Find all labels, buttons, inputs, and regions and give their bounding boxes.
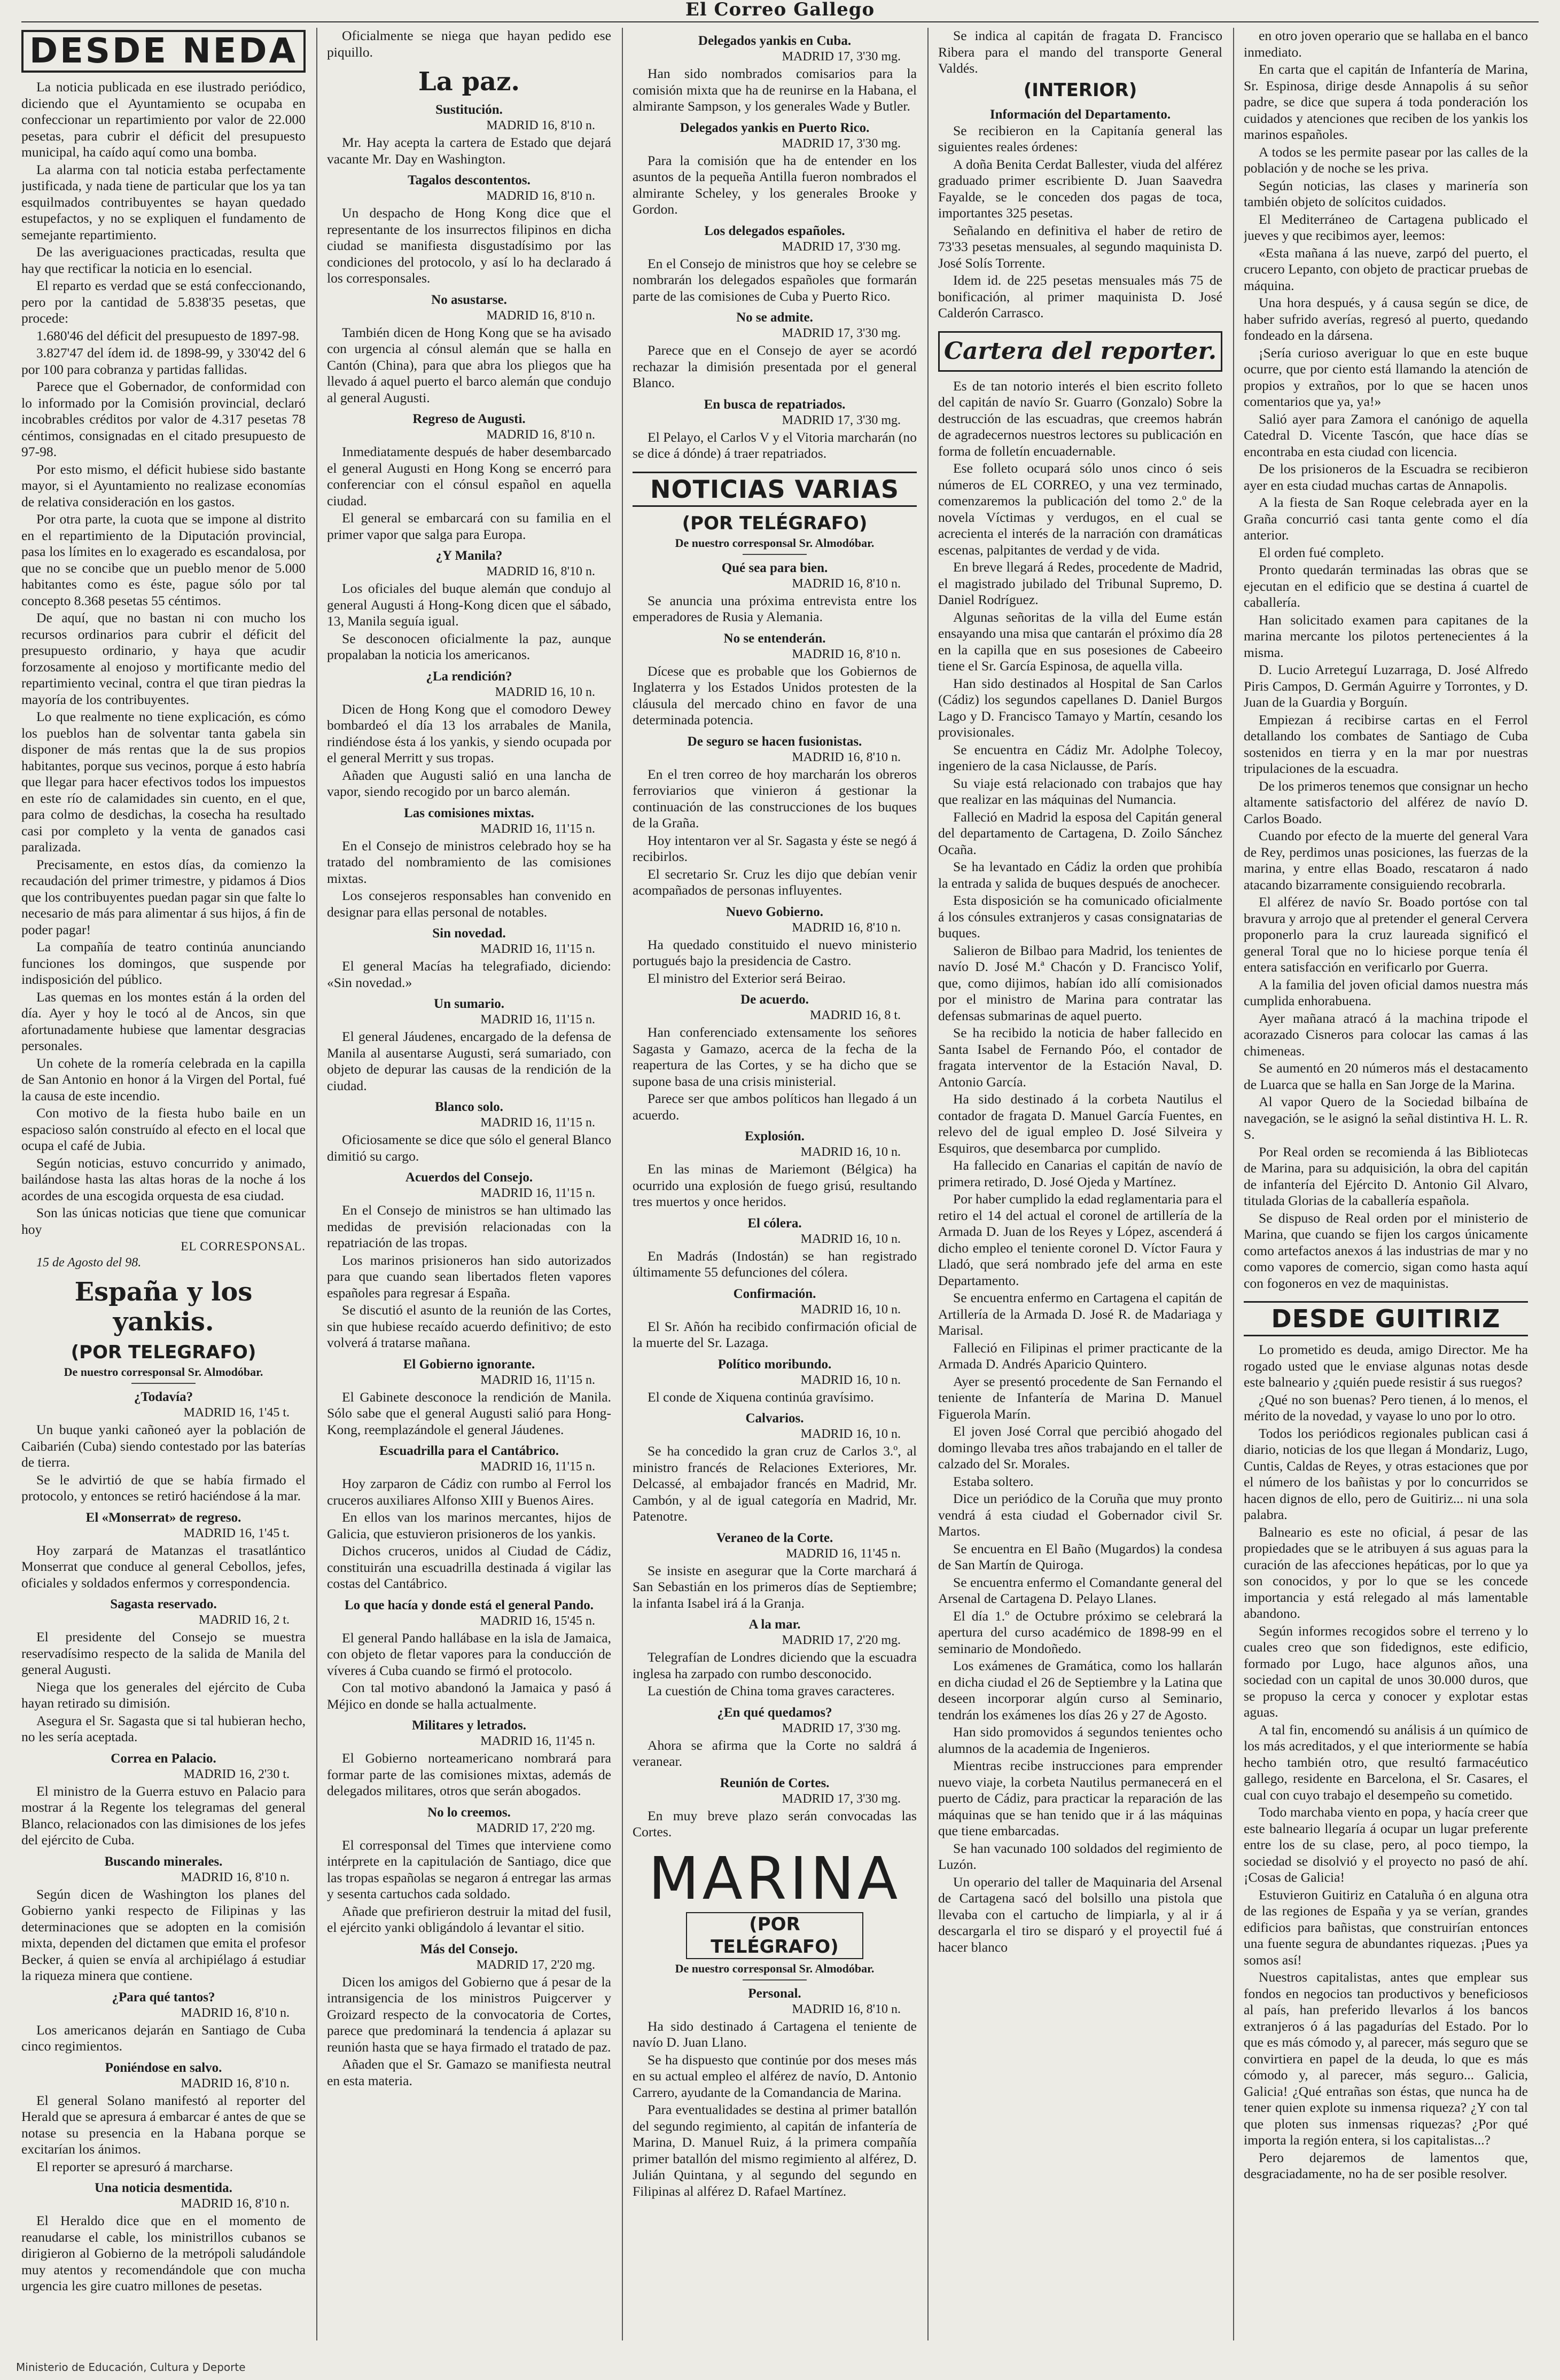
dateline: MADRID 16, 2 t.	[198, 1613, 290, 1627]
paragraph: Se recibieron en la Capitanía general las siguientes reales órdenes:	[938, 122, 1222, 154]
dateline: MADRID 16, 10 n.	[800, 1302, 901, 1317]
paragraph: Por haber cumplido la edad reglamentaria para el retiro el 14 del actual el coronel de artillería de la Armada D. Juan de los Reyes y López, ascenderá á dicho empleo el teniente coronel D. Víctor Faura y Lladó, que será nombrado jefe del arma en este Departamento.	[938, 1191, 1222, 1288]
paragraph: Según dicen de Washington los planes del Gobierno yanki respecto de Filipinas y las determinaciones que se adopten en la comisión mixta, dependen del dictamen que emita el profesor Becker, á quien se envía al archipiélago á estudiar la riqueza minera que contiene.	[21, 1886, 306, 1983]
item-title: Información del Departamento.	[989, 107, 1171, 122]
paragraph: Balneario es este no oficial, á pesar de las propiedades que se le atribuyen á sus aguas para la curación de las afecciones hepáticas, por lo que ya son conocidos, y por lo que se les concede importancia y está relegado al más lamentable abandono.	[1244, 1524, 1528, 1621]
paragraph: Mientras recibe instrucciones para emprender nuevo viaje, la corbeta Nautilus permanecerá en el puerto de Cádiz, para practicar la reparación de las máquinas que se han tenido que ir á las máquinas que tiene embarcadas.	[938, 1758, 1222, 1838]
section-headline: España y los yankis.	[74, 1277, 253, 1337]
dateline: MADRID 16, 11'15 n.	[480, 1373, 595, 1387]
paragraph: Cuando por efecto de la muerte del general Vara de Rey, perdimos unas posiciones, las fuerzas de la marina, y entre ellas Boado, rescataron á nado atacando bizarramente consiguiendo recobrarla.	[1244, 828, 1528, 893]
section-headline: La paz.	[418, 67, 520, 97]
paragraph: Se encuentra enfermo en Cartagena el capitán de Artillería de la Armada D. José R. de Madariaga y Marisal.	[938, 1290, 1222, 1338]
paragraph: Se le advirtió de que se había firmado el protocolo, y entonces se retiró haciéndose á la mar.	[21, 1471, 306, 1504]
item-title: Delegados yankis en Puerto Rico.	[680, 120, 870, 135]
paragraph: El Gabinete desconoce la rendición de Manila. Sólo sabe que el general Augusti salió para Hong-Kong, reemplazándole el general Jáudenes.	[327, 1389, 611, 1437]
paragraph: Hoy intentaron ver al Sr. Sagasta y éste se negó á recibirlos.	[633, 832, 917, 864]
paragraph: Inmediatamente después de haber desembarcado el general Augusti en Hong Kong se encerró para conferenciar con el cónsul español en aquella ciudad.	[327, 444, 611, 508]
paragraph: Son las únicas noticias que tiene que comunicar hoy	[21, 1205, 306, 1237]
paragraph: El general Solano manifestó al reporter del Herald que se apresura á embarcar é antes de que se notase su presencia en la Habana porque se excitarían los ánimos.	[21, 2092, 306, 2157]
item-title: Personal.	[748, 1986, 801, 2001]
item-title: ¿Para qué tantos?	[112, 1990, 215, 2005]
paragraph: D. Lucio Arreteguí Luzarraga, D. José Alfredo Piris Campos, D. Germán Aguirre y Torrontes, y D. Juan de la Guardia y Borguín.	[1244, 662, 1528, 710]
paragraph: Hoy zarparon de Cádiz con rumbo al Ferrol los cruceros auxiliares Alfonso XIII y Buenos Aires.	[327, 1476, 611, 1508]
paragraph: A doña Benita Cerdat Ballester, viuda del alférez graduado primer escribiente D. Juan Saavedra Fayalde, se le conceden dos pagas de toca, importantes 325 pesetas.	[938, 156, 1222, 221]
item-title: ¿Y Manila?	[435, 549, 503, 563]
paragraph: Ayer mañana atracó á la machina tripode el acorazado Cisneros para colocar las camas á las chimeneas.	[1244, 1010, 1528, 1059]
paragraph: Se aumentó en 20 números más el destacamento de Luarca que se halla en San Jorge de la Marina.	[1244, 1060, 1528, 1092]
paragraph: De aquí, que no bastan ni con mucho los recursos ordinarios para cubrir el déficit del presupuesto ordinario, y haya que acudir forzosamente al enojoso y mortificante medio del repartimiento vecinal, contra el que tiran piedras la mayoría de los contribuyentes.	[21, 610, 306, 707]
paragraph: Falleció en Filipinas el primer practicante de la Armada D. Andrés Aparicio Quintero.	[938, 1340, 1222, 1372]
paragraph: Un despacho de Hong Kong dice que el representante de los insurrectos filipinos en dicha ciudad se manifiesta disgustadísimo por las condiciones del protocolo, y así lo ha declarado á los corresponsales.	[327, 205, 611, 286]
item-title: Una noticia desmentida.	[95, 2181, 232, 2195]
dateline: MADRID 16, 11'15 n.	[480, 1013, 595, 1027]
item-title: No se entenderán.	[723, 631, 826, 646]
dateline: MADRID 16, 10 n.	[800, 1373, 901, 1387]
item-title: Tagalos descontentos.	[408, 173, 531, 187]
paragraph: Los marinos prisioneros han sido autorizados para que cuando sean libertados fleten vapores españoles para regresar á España.	[327, 1252, 611, 1301]
dateline: MADRID 17, 3'30 mg.	[782, 136, 901, 151]
paragraph: En el Consejo de ministros que hoy se celebre se nombrarán los delegados españoles que formarán parte de las comisiones de Cuba y Puerto Rico.	[633, 255, 917, 304]
paragraph: En muy breve plazo serán convocadas las Cortes.	[633, 1807, 917, 1839]
dateline: MADRID 17, 2'20 mg.	[476, 1821, 595, 1835]
paragraph: Niega que los generales del ejército de Cuba hayan retirado su dimisión.	[21, 1679, 306, 1711]
item-title: El Gobierno ignorante.	[403, 1357, 535, 1372]
paragraph: Se ha recibido la noticia de haber fallecido en Santa Isabel de Fernando Póo, el contador de fragata interventor de la Estación Naval, D. Antonio García.	[938, 1025, 1222, 1090]
paragraph: Estuvieron Guitiriz en Cataluña ó en alguna otra de las regiones de España y ya se verían, grandes edificios para bañistas, que construirían entonces una fuente segura de abundantes riquezas. ¡Pues ya somos así!	[1244, 1886, 1528, 1968]
paragraph: Ha fallecido en Canarias el capitán de navío de primera retirado, D. José Ojeda y Martínez.	[938, 1157, 1222, 1189]
paragraph: Dícese que es probable que los Gobiernos de Inglaterra y los Estados Unidos protesten de la cláusula del mercado chino en favor de una determinada potencia.	[633, 663, 917, 727]
paragraph: Nuestros capitalistas, antes que emplear sus fondos en negocios tan productivos y beneficiosos al país, han preferido llevarlos á los bancos extranjeros ó á las pagadurías del Estado. Por lo que es más cómodo y, al parecer, más seguro que se convirtiera en papel de la deuda, lo que es más cómodo y, al parecer, más seguro... Galicia, Galicia! ¿Qué entrañas son éstas, que nunca ha de tener quien explote su inmensa riqueza? ¿Y con tal que ploten sus inmensas riquezas? ¿Por qué importa la región entera, si los capitalistas...?	[1244, 1969, 1528, 2148]
paragraph: El corresponsal del Times que interviene como intérprete en la capitulación de Santiago, dice que las tropas españolas se negaron á entregar las armas y sesenta cartuchos cada soldado.	[327, 1837, 611, 1901]
paragraph: El Mediterráneo de Cartagena publicado el jueves y que recibimos ayer, leemos:	[1244, 211, 1528, 243]
paragraph: El Sr. Añón ha recibido confirmación oficial de la muerte del Sr. Lazaga.	[633, 1318, 917, 1350]
dateline: MADRID 17, 3'30 mg.	[782, 239, 901, 254]
item-title: Lo que hacía y donde está el general Pando.	[345, 1598, 594, 1612]
dateline: MADRID 16, 8'10 n.	[181, 2006, 290, 2020]
paragraph: El Heraldo dice que en el momento de reanudarse el cable, los ministrillos cubanos se dirigieron al Gobierno de la metrópoli saludándole muy atentos y recomendándole que con mucha urgencia les gire cuatro millones de pesetas.	[21, 2213, 306, 2293]
dateline: MADRID 16, 8'10 n.	[486, 189, 595, 203]
paragraph: Añaden que el Sr. Gamazo se manifiesta neutral en esta materia.	[327, 2056, 611, 2088]
dateline: MADRID 16, 8'10 n.	[792, 750, 901, 764]
paragraph: El orden fué completo.	[1259, 544, 1384, 560]
dateline: MADRID 16, 8'10 n.	[181, 2197, 290, 2211]
paragraph: Se encuentra en Cádiz Mr. Adolphe Tolecoy, ingeniero de la casa Niclausse, de París.	[938, 741, 1222, 773]
paragraph: Algunas señoritas de la villa del Eume están ensayando una misa que cantarán el próximo día 28 en la capilla que en sus posesiones de Cabeeiro tiene el Sr. García Espinosa, de aquella villa.	[938, 609, 1222, 674]
item-title: Escuadrilla para el Cantábrico.	[379, 1444, 559, 1458]
paragraph: Idem id. de 225 pesetas mensuales más 75 de bonificación, al primer maquinista D. José Calderón Carrasco.	[938, 272, 1222, 320]
column-3	[633, 28, 917, 2340]
dateline: MADRID 16, 8'10 n.	[486, 428, 595, 442]
item-title: Las comisiones mixtas.	[404, 805, 534, 820]
paragraph: A todos se les permite pasear por las calles de la población y de noche se les priva.	[1244, 144, 1528, 176]
paragraph: Ese folleto ocupará sólo unos cinco ó seis números de EL CORREO, y una vez terminado, comenzaremos la publicación del tomo 2.º de la novela Víctimas y verdugos, en el cual se acrecienta el interés de la narración con dramáticas escenas, palpitantes de verdad y de vida.	[938, 460, 1222, 558]
paragraph: Según noticias, estuvo concurrido y animado, bailándose hasta las altas horas de la noche á los acordes de una escogida orquesta de esa ciudad.	[21, 1155, 306, 1203]
paragraph: Parece que en el Consejo de ayer se acordó rechazar la dimisión presentada por el general Blanco.	[633, 342, 917, 390]
paragraph: Han sido promovidos á segundos tenientes ocho alumnos de la academia de Ingenieros.	[938, 1724, 1222, 1756]
paragraph: El general se embarcará con su familia en el primer vapor que salga para Europa.	[327, 510, 611, 542]
dateline: MADRID 16, 8'10 n.	[181, 2076, 290, 2091]
paragraph: Se indica al capitán de fragata D. Francisco Ribera para el mando del transporte General Valdés.	[938, 28, 1222, 76]
paragraph: Los consejeros responsables han convenido en designar para ellas personal de notables.	[327, 888, 611, 920]
dateline: MADRID 17, 2'20 mg.	[476, 1958, 595, 1972]
paragraph: ¿Qué no son buenas? Pero tienen, á lo menos, el mérito de la novedad, y vayase lo uno por lo otro.	[1244, 1391, 1528, 1423]
paragraph: La noticia publicada en ese ilustrado periódico, diciendo que el Ayuntamiento se ocupaba en confeccionar un repartimiento por valor de 22.000 pesetas, para cubrir el déficit del presupuesto municipal, ha caído aquí como una bomba.	[21, 79, 306, 160]
item-title: Veraneo de la Corte.	[716, 1530, 833, 1545]
paragraph: Ha sido destinado á Cartagena el teniente de navío D. Juan Llano.	[633, 2018, 917, 2050]
item-title: Nuevo Gobierno.	[726, 904, 823, 919]
paragraph: El general Macías ha telegrafiado, diciendo: «Sin novedad.»	[327, 958, 611, 990]
paragraph: Todo marchaba viento en popa, y hacía creer que este balneario llegaría á ocupar un lugar preferente entre los de su clase, pero, al poco tiempo, la sociedad se disolvió y el proyecto no pasó de ahí. ¡Cosas de Galicia!	[1244, 1804, 1528, 1885]
item-title: Buscando minerales.	[104, 1854, 223, 1869]
paragraph: Añaden que Augusti salió en una lancha de vapor, siendo recogido por un barco alemán.	[327, 767, 611, 799]
paragraph: En las minas de Mariemont (Bélgica) ha ocurrido una explosión de fuego grisú, resultando tres muertos y once heridos.	[633, 1161, 917, 1209]
item-title: ¿Todavía?	[134, 1390, 193, 1404]
paragraph: Lo que realmente no tiene explicación, es cómo los pueblos han de solventar tanta gabela sin disponer de más rentas que la de sus propios habitantes, porque sus vecinos, porque á esto habría que llegar para hacer efectivos todos los impuestos en este río de calamidades sin cuento, en el que, para colmo de desdichas, la cosecha ha resultado casi por completo y la venta de ganados casi paralizada.	[21, 709, 306, 855]
paragraph: De los prisioneros de la Escuadra se recibieron ayer en esta ciudad muchas cartas de Annapolis.	[1244, 461, 1528, 493]
paragraph: El joven José Corral que percibió ahogado del domingo llevaba tres años trabajando en el taller de calzado del Sr. Morales.	[938, 1423, 1222, 1471]
paragraph: A tal fin, encomendó su análisis á un químico de los más acreditados, y el que interiormente se había hecho también otro, que resultó farmacéutico gallego, residente en Barcelona, el Sr. Casares, el cual con cuyo trabajo el desempeño su cometido.	[1244, 1721, 1528, 1803]
paragraph: Empiezan á recibirse cartas en el Ferrol detallando los combates de Santiago de Cuba sostenidos en tierra y en la mar por nuestras tripulaciones de la escuadra.	[1244, 711, 1528, 776]
dateline: MADRID 16, 8 t.	[809, 1008, 901, 1022]
paragraph: De los primeros tenemos que consignar un hecho altamente satisfactorio del alférez de navío D. Carlos Boado.	[1244, 778, 1528, 826]
dateline: MADRID 16, 8'10 n.	[181, 1870, 290, 1884]
dateline: MADRID 17, 3'30 mg.	[782, 50, 901, 64]
section-headline: DESDE GUITIRIZ	[1244, 1301, 1528, 1336]
section-headline: DESDE NEDA	[21, 30, 306, 73]
paragraph: Dichos cruceros, unidos al Ciudad de Cádiz, constituirán una escuadrilla destinada á vigilar las costas del Cantábrico.	[327, 1543, 611, 1591]
paragraph: Todos los periódicos regionales publican casi á diario, noticias de los que llegan á Mondariz, Lugo, Cuntis, Caldas de Reyes, y otras estaciones que por el número de los bañistas y por lo concurridos se hacen dignos de ello, pero de Guitiriz... ni una sola palabra.	[1244, 1425, 1528, 1522]
paragraph: Se ha dispuesto que continúe por dos meses más en su actual empleo el alférez de navío, D. Antonio Carrero, ayudante de la Comandancia de Marina.	[633, 2052, 917, 2100]
paragraph: Se encuentra en El Baño (Mugardos) la condesa de San Martín de Quiroga.	[938, 1540, 1222, 1572]
paragraph: En el Consejo de ministros celebrado hoy se ha tratado del nombramiento de las comisiones mixtas.	[327, 837, 611, 886]
paragraph: 1.680'46 del déficit del presupuesto de 1897-98.	[36, 327, 300, 343]
column-5	[1244, 28, 1528, 2340]
item-title: Confirmación.	[733, 1286, 816, 1301]
byline: De nuestro corresponsal Sr. Almodóbar.	[633, 536, 917, 555]
paragraph: Por esto mismo, el déficit hubiese sido bastante mayor, si el Ayuntamiento no realizase economías de relativa consideración en los gastos.	[21, 461, 306, 510]
paragraph: «Esta mañana á las nueve, zarpó del puerto, el crucero Lepanto, con objeto de practicar pruebas de máquina.	[1244, 245, 1528, 293]
dateline: MADRID 16, 8'10 n.	[792, 920, 901, 935]
paragraph: El general Pando hallábase en la isla de Jamaica, con objeto de fletar vapores para la conducción de víveres á Cuba cuando se firmó el protocolo.	[327, 1630, 611, 1678]
paragraph: Ayer se presentó procedente de San Fernando el teniente de Infantería de Marina D. Manuel Figuerola Marín.	[938, 1373, 1222, 1422]
paragraph: El Gobierno norteamericano nombrará para formar parte de las comisiones mixtas, además de delegados militares, otros que serán abogados.	[327, 1750, 611, 1798]
paragraph: Los exámenes de Gramática, como los hallarán en dicha ciudad el 26 de Septiembre y la Latina que deseen incorporar algún curso al Seminario, tendrán los exámenes los días 26 y 27 de Agosto.	[938, 1658, 1222, 1723]
paragraph: El secretario Sr. Cruz les dijo que debían venir acompañados de personas influyentes.	[633, 866, 917, 898]
column-divider	[316, 28, 317, 2340]
dateline: MADRID 16, 10 n.	[800, 1232, 901, 1246]
paragraph: Salió ayer para Zamora el canónigo de aquella Catedral D. Vicente Tascón, que hace días se encontraba en esta ciudad con licencia.	[1244, 411, 1528, 459]
dateline: MADRID 16, 8'10 n.	[792, 2002, 901, 2016]
paragraph: Ha sido destinado á la corbeta Nautilus el contador de fragata D. Manuel García Fuentes, en relevo del de igual empleo D. José Silveira y Esquiros, que desembarca por cumplido.	[938, 1091, 1222, 1156]
paragraph: ¡Sería curioso averiguar lo que en este buque ocurre, que por ciento está llamando la atención de propios y extraños, por lo que se hacen unos comentarios que ya, ya!»	[1244, 345, 1528, 409]
paragraph: El general Jáudenes, encargado de la defensa de Manila al ausentarse Augusti, será sumariado, con objeto de depurar las causas de la rendición de la ciudad.	[327, 1029, 611, 1093]
paragraph: En Madrás (Indostán) se han registrado últimamente 55 defunciones del cólera.	[633, 1248, 917, 1280]
paragraph: También dicen de Hong Kong que se ha avisado con urgencia al cónsul alemán que se halla en Cantón (China), para que abra los pliegos que ha llevado á aquel puerto el barco alemán que condujo al general Augusti.	[327, 324, 611, 405]
paragraph: En ellos van los marinos mercantes, hijos de Galicia, que estuvieron prisioneros de los yankis.	[327, 1509, 611, 1541]
item-title: Sustitución.	[435, 103, 503, 117]
item-title: De seguro se hacen fusionistas.	[687, 734, 862, 749]
dateline: MADRID 16, 8'10 n.	[486, 308, 595, 323]
dateline: MADRID 16, 15'45 n.	[480, 1614, 595, 1628]
paragraph: Se han vacunado 100 soldados del regimiento de Luzón.	[938, 1840, 1222, 1872]
column-divider	[927, 28, 929, 2340]
paragraph: Según noticias, las clases y marinería son también objeto de solícitos cuidados.	[1244, 177, 1528, 209]
paragraph: Un cohete de la romería celebrada en la capilla de San Antonio en honor á la Virgen del Portal, fué la causa de este incendio.	[21, 1055, 306, 1103]
item-title: El «Monserrat» de regreso.	[85, 1510, 241, 1525]
paragraph: Por otra parte, la cuota que se impone al distrito en el repartimiento de la Diputación provincial, pasa los límites en lo exagerado es escandalosa, por que no se concibe que un pueblo menor de 5.000 habitantes como es éste, pague sólo por tal concepto 8.368 pesetas 55 céntimos.	[21, 511, 306, 608]
paragraph: Se ha levantado en Cádiz la orden que prohibía la entrada y salida de buques después de anochecer.	[938, 859, 1222, 891]
item-title: Los delegados españoles.	[704, 223, 845, 238]
byline: De nuestro corresponsal Sr. Almodóbar.	[633, 1961, 917, 1980]
item-title: En busca de repatriados.	[704, 397, 846, 412]
paragraph: Los oficiales del buque alemán que condujo al general Augusti á Hong-Kong dicen que el sábado, 13, Manila seguía igual.	[327, 581, 611, 629]
paragraph: Hoy zarpará de Matanzas el trasatlántico Monserrat que conduce al general Cebollos, jefes, oficiales y soldados enfermos y correspondencia.	[21, 1542, 306, 1591]
paragraph: Se anuncia una próxima entrevista entre los emperadores de Rusia y Alemania.	[633, 592, 917, 624]
column-1	[21, 28, 306, 2340]
paragraph: Con motivo de la fiesta hubo baile en un espacioso salón construído al efecto en el local que ocupa el café de Jubia.	[21, 1105, 306, 1153]
paragraph: 3.827'47 del ídem id. de 1898-99, y 330'42 del 6 por 100 para cobranza y partidas fallidas.	[21, 345, 306, 377]
dateline: MADRID 16, 8'10 n.	[486, 565, 595, 578]
byline: De nuestro corresponsal Sr. Almodóbar.	[21, 1365, 306, 1384]
item-title: ¿En qué quedamos?	[717, 1705, 832, 1720]
section-subheadline: (INTERIOR)	[1023, 79, 1137, 101]
column-divider	[622, 28, 623, 2340]
paragraph: En carta que el capitán de Infantería de Marina, Sr. Espinosa, dirige desde Annapolis á su señor padre, se dice que supera á toda ponderación los cuidados y atenciones que reciben de los yankis los marinos españoles.	[1244, 61, 1528, 142]
item-title: Qué sea para bien.	[721, 560, 828, 575]
dateline: MADRID 16, 10 n.	[495, 685, 595, 699]
paragraph: Por Real orden se recomienda á las Bibliotecas de Marina, para su adquisición, la obra del capitán de infantería del Ejército D. Antonio Gil Alvaro, titulada Glorias de la caballería española.	[1244, 1144, 1528, 1208]
paragraph: El día 1.º de Octubre próximo se celebrará la apertura del curso académico de 1898-99 en el seminario de Mondoñedo.	[938, 1608, 1222, 1656]
paragraph: Precisamente, en estos días, da comienzo la recaudación del primer trimestre, y pidamos á Dios que los contribuyentes puedan pagar sin que falte lo necesario de más para alimentar á sus hijos, á fin de poder pagar!	[21, 856, 306, 937]
paragraph: Falleció en Madrid la esposa del Capitán general del departamento de Cartagena, D. Zoilo Sánchez Ocaña.	[938, 809, 1222, 857]
item-title: No lo creemos.	[427, 1805, 511, 1820]
paragraph: Para eventualidades se destina al primer batallón del segundo regimiento, al capitán de infantería de Marina, D. Manuel Ruiz, á la primera compañía primer batallón del mismo regimiento al alférez, D. Julián Quintana, y al segundo del segundo en Filipinas al alférez D. Rafael Martínez.	[633, 2102, 917, 2199]
item-title: Poniéndose en salvo.	[105, 2060, 222, 2075]
paragraph: Parece que el Gobernador, de conformidad con lo informado por la Comisión provincial, declaró incobrables créditos por valor de 4.317 pesetas 78 céntimos, consignadas en el citado presupuesto de 97-98.	[21, 379, 306, 459]
paragraph: Ha quedado constituido el nuevo ministerio portugués bajo la presidencia de Castro.	[633, 936, 917, 968]
paragraph: Añade que prefirieron destruir la mitad del fusil, el ejército yanki obligándolo á levantar el sitio.	[327, 1903, 611, 1935]
paragraph: Oficiosamente se dice que sólo el general Blanco dimitió su cargo.	[327, 1132, 611, 1164]
section-headline: MARINA	[648, 1844, 901, 1913]
paragraph: Asegura el Sr. Sagasta que si tal hubieran hecho, no les sería aceptada.	[21, 1712, 306, 1744]
paragraph: El reporter se apresuró á marcharse.	[36, 2158, 233, 2174]
paragraph: Se discutió el asunto de la reunión de las Cortes, sin que hubiese recaído acuerdo definitivo; de esto volverá á tratarse mañana.	[327, 1302, 611, 1350]
paragraph: Lo prometido es deuda, amigo Director. Me ha rogado usted que le enviase algunas notas desde este balneario y ¿quién puede resistir á sus ruegos?	[1244, 1342, 1528, 1390]
dateline: MADRID 17, 3'30 mg.	[782, 413, 901, 427]
paragraph: Dice un periódico de la Coruña que muy pronto vendrá á esta ciudad el Gobernador civil Sr. Martos.	[938, 1491, 1222, 1539]
item-title: Correa en Palacio.	[111, 1751, 216, 1766]
paragraph: Un buque yanki cañoneó ayer la población de Caibarién (Cuba) siendo contestado por las baterías de tierra.	[21, 1422, 306, 1470]
dateline: MADRID 16, 11'15 n.	[480, 1186, 595, 1200]
dateline: MADRID 17, 3'30 mg.	[782, 1721, 901, 1735]
item-title: Explosión.	[745, 1129, 805, 1144]
paragraph: En breve llegará á Redes, procedente de Madrid, el magistrado jubilado del Tribunal Supremo, D. Daniel Rodríguez.	[938, 559, 1222, 607]
dateline: MADRID 16, 11'15 n.	[480, 942, 595, 956]
paragraph: Ahora se afirma que la Corte no saldrá á veranear.	[633, 1737, 917, 1769]
paragraph: Su viaje está relacionado con trabajos que hay que realizar en las máquinas del Numancia.	[938, 775, 1222, 807]
item-title: No asustarse.	[431, 292, 507, 307]
paragraph: Señalando en definitiva el haber de retiro de 73'33 pesetas mensuales, al segundo maquinista D. José Solís Torrente.	[938, 222, 1222, 271]
dateline: MADRID 16, 11'15 n.	[480, 821, 595, 836]
paragraph: A la fiesta de San Roque celebrada ayer en la Graña concurrió casi tanta gente como el día anterior.	[1244, 495, 1528, 543]
paragraph: Pero dejaremos de lamentos que, desgraciadamente, no ha de ser posible resolver.	[1244, 2149, 1528, 2181]
paragraph: El reparto es verdad que se está confeccionando, pero por la cantidad de 5.838'35 pesetas, que procede:	[21, 278, 306, 326]
paragraph: Un operario del taller de Maquinaria del Arsenal de Cartagena sacó del bolsillo una pistola que llevaba con el cartucho de limpiarla, y al ir á descargarla el tiro se disparó y el proyectil fué á hacer blanco	[938, 1874, 1222, 1955]
section-subheadline: (POR TELÉGRAFO)	[682, 512, 868, 534]
item-title: El cólera.	[747, 1216, 802, 1231]
footer-credit: Ministerio de Educación, Cultura y Deporte	[16, 2361, 246, 2374]
paragraph: El ministro del Exterior será Beirao.	[648, 970, 846, 986]
item-title: Más del Consejo.	[420, 1941, 518, 1956]
dateline: MADRID 16, 1'45 t.	[183, 1526, 290, 1540]
paragraph: Se ha concedido la gran cruz de Carlos 3.º, al ministro francés de Relaciones Exteriores, Mr. Delcassé, al embajador francés en Madrid, Mr. Cambón, y al de igual categoría en Madrid, Mr. Patenotre.	[633, 1443, 917, 1524]
dateline: MADRID 16, 11'45 n.	[786, 1546, 901, 1561]
section-subheadline: (POR TELEGRAFO)	[71, 1342, 256, 1363]
running-title: El Correo Gallego	[685, 0, 875, 20]
dateline: MADRID 16, 8'10 n.	[792, 647, 901, 661]
paragraph: Con tal motivo abandonó la Jamaica y pasó á Méjico en donde se halla actualmente.	[327, 1680, 611, 1712]
paragraph: Han solicitado examen para capitanes de la marina mercante los pilotos pertenecientes á la misma.	[1244, 612, 1528, 660]
dateline: MADRID 16, 11'45 n.	[480, 1734, 595, 1748]
paragraph: Al vapor Quero de la Sociedad bilbaína de navegación, se le asignó la señal distintiva H. L. R. S.	[1244, 1094, 1528, 1142]
dateline: MADRID 16, 10 n.	[800, 1145, 901, 1159]
paragraph: En el Consejo de ministros se han ultimado las medidas de previsión relacionadas con la repatriación de las tropas.	[327, 1202, 611, 1250]
paragraph: Pronto quedarán terminadas las obras que se ejecutan en el edificio que se destina á cuartel de caballería.	[1244, 562, 1528, 610]
dateline: MADRID 17, 3'30 mg.	[782, 1791, 901, 1806]
paragraph: La cuestión de China toma graves caracteres.	[648, 1683, 895, 1698]
paragraph: El ministro de la Guerra estuvo en Palacio para mostrar á la Regente los telegramas del general Blanco, relacionados con las dimisiones de los jefes del ejército de Cuba.	[21, 1783, 306, 1847]
dateline: MADRID 16, 2'30 t.	[183, 1767, 290, 1781]
paragraph: Estaba soltero.	[953, 1473, 1034, 1489]
item-title: Regreso de Augusti.	[412, 412, 526, 426]
dateline: MADRID 17, 2'20 mg.	[782, 1633, 901, 1647]
paragraph: Han sido nombrados comisarios para la comisión mixta que ha de reunirse en la Habana, el almirante Sampson, y los generales Wade y Butler.	[633, 66, 917, 114]
item-title: Delegados yankis en Cuba.	[698, 34, 852, 48]
item-title: Acuerdos del Consejo.	[405, 1170, 533, 1185]
paragraph: Han conferenciado extensamente los señores Sagasta y Gamazo, acerca de la fecha de la reapertura de las Cortes, y se ha dicho que se supone basa de una crisis ministerial.	[633, 1024, 917, 1089]
top-rule	[21, 21, 1539, 22]
dateline: MADRID 16, 11'15 n.	[480, 1460, 595, 1474]
section-headline: NOTICIAS VARIAS	[633, 472, 917, 507]
item-title: A la mar.	[748, 1617, 801, 1632]
item-title: Un sumario.	[434, 997, 504, 1011]
paragraph: Esta disposición se ha comunicado oficialmente á los cónsules extranjeros y casas consignatarias de buques.	[938, 893, 1222, 941]
column-2	[327, 28, 611, 2340]
item-title: Político moribundo.	[717, 1357, 832, 1372]
dateline: MADRID 16, 1'45 t.	[183, 1406, 290, 1420]
dateline: MADRID 16, 11'15 n.	[480, 1116, 595, 1130]
dateline: MADRID 16, 10 n.	[800, 1427, 901, 1441]
item-title: No se admite.	[736, 310, 813, 325]
dateline: MADRID 16, 8'10 n.	[486, 119, 595, 132]
paragraph: Según informes recogidos sobre el terreno y lo cuales creo que son fidedignos, este edificio, formado por Lugo, hace algunos años, una sociedad con un capital de unos 30.000 duros, que se propuso la cerca y conocer y explotar estas aguas.	[1244, 1623, 1528, 1720]
paragraph: Telegrafían de Londres diciendo que la escuadra inglesa ha zarpado con rumbo desconocido.	[633, 1649, 917, 1681]
item-title: Blanco solo.	[435, 1100, 503, 1114]
paragraph: Dicen de Hong Kong que el comodoro Dewey bombardeó el día 13 los arrabales de Manila, rindiéndose ésta á los yankis, y siendo ocupada por el general Merritt y sus tropas.	[327, 701, 611, 765]
item-title: Reunión de Cortes.	[720, 1775, 830, 1790]
letter-date: 15 de Agosto del 98.	[36, 1256, 142, 1270]
paragraph: De las averiguaciones practicadas, resulta que hay que rectificar la noticia en lo esencial.	[21, 244, 306, 276]
paragraph: Dicen los amigos del Gobierno que á pesar de la intransigencia de los ministros Puigcerver y Groizard respecto de la convocatoria de Cortes, parece que predominará la tendencia á aplazar su reunión hasta que se haya firmado el tratado de paz.	[327, 1974, 611, 2055]
paragraph: A la familia del joven oficial damos nuestra más cumplida enhorabuena.	[1244, 976, 1528, 1008]
paragraph: El alférez de navío Sr. Boado portóse con tal bravura y arrojo que al pretender el general Cervera proponerlo para la cruz laureada significó el general Toral que no lo hiciese porque tenía él entera satisfacción en verificarlo por Guerra.	[1244, 894, 1528, 975]
paragraph: Se insiste en asegurar que la Corte marchará á San Sebastián en los primeros días de Septiembre; la infanta Isabel irá á la Granja.	[633, 1562, 917, 1611]
paragraph: El conde de Xiquena continúa gravísimo.	[648, 1389, 874, 1405]
paragraph: El presidente del Consejo se muestra reservadísimo respecto de la salida de Manila del general Augusti.	[21, 1629, 306, 1677]
paragraph: Se dispuso de Real orden por el ministerio de Marina, que cuando se fijen los cargos únicamente como artefactos anexos á las industrias de mar y no como vapores de comercio, sigan como hasta aquí con fogoneros en vez de maquinistas.	[1244, 1210, 1528, 1291]
section-headline: Cartera del reporter.	[938, 331, 1222, 372]
paragraph: En el tren correo de hoy marcharán los obreros ferroviarios que vinieron á gestionar la continuación de las construcciones de los buques de la Graña.	[633, 766, 917, 831]
paragraph: Salieron de Bilbao para Madrid, los tenientes de navío D. José M.ª Chacón y D. Francisco Yolif, que, como dijimos, habían ido allí comisionados por el ministro de Marina para contratar las defensas submarinas de aquel puerto.	[938, 942, 1222, 1023]
paragraph: Han sido destinados al Hospital de San Carlos (Cádiz) los segundos capellanes D. Daniel Burgos Lago y D. Francisco Tamayo y Martín, cesando los provisionales.	[938, 675, 1222, 740]
item-title: Sin novedad.	[432, 926, 506, 941]
item-title: Sagasta reservado.	[110, 1597, 217, 1611]
paragraph: Es de tan notorio interés el bien escrito folleto del capitán de navío Sr. Guarro (Gonzalo) Sobre la destrucción de las escuadras, que creemos habrán de agradecernos nuestros lectores su publicación en forma de folletín encuadernable.	[938, 378, 1222, 459]
section-subheadline: (POR TELÉGRAFO)	[686, 1912, 863, 1959]
paragraph: Para la comisión que ha de entender en los asuntos de la pequeña Antilla fueron nombrados el almirante Scheley, y los generales Brooke y Gordon.	[633, 152, 917, 217]
paragraph: El Pelayo, el Carlos V y el Vitoria marcharán (no se dice á dónde) á traer repatriados.	[633, 429, 917, 461]
dateline: MADRID 16, 8'10 n.	[792, 576, 901, 591]
paragraph: La compañía de teatro continúa anunciando funciones los domingos, que suspende por indisposición del público.	[21, 939, 306, 987]
paragraph: en otro joven operario que se hallaba en el banco inmediato.	[1244, 28, 1528, 60]
paragraph: Parece ser que ambos políticos han llegado á un acuerdo.	[633, 1091, 917, 1123]
signature: EL CORRESPONSAL.	[181, 1240, 306, 1253]
column-divider	[1233, 28, 1234, 2340]
paragraph: Se desconocen oficialmente la paz, aunque propalaban la noticia los americanos.	[327, 630, 611, 662]
item-title: Calvarios.	[745, 1411, 804, 1426]
item-title: De acuerdo.	[740, 992, 809, 1007]
dateline: MADRID 17, 3'30 mg.	[782, 326, 901, 340]
paragraph: Oficialmente se niega que hayan pedido ese piquillo.	[327, 28, 611, 60]
paragraph: La alarma con tal noticia estaba perfectamente justificada, y nada tiene de particular que los ya tan esquilmados contribuyentes se hayan quedado estupefactos, y no se expliquen el fundamento de semejante repartimiento.	[21, 161, 306, 242]
paragraph: Las quemas en los montes están á la orden del día. Ayer y hoy le tocó al de Ancos, sin que afortunadamente hubiese que lamentar desgracias personales.	[21, 989, 306, 1053]
paragraph: Una hora después, y á causa según se dice, de haber sufrido averías, regresó al puerto, quedando fondeado en la dársena.	[1244, 295, 1528, 343]
column-4	[938, 28, 1222, 2340]
item-title: Militares y letrados.	[411, 1718, 527, 1733]
item-title: ¿La rendición?	[426, 669, 512, 684]
paragraph: Los americanos dejarán en Santiago de Cuba cinco regimientos.	[21, 2022, 306, 2054]
paragraph: Se encuentra enfermo el Comandante general del Arsenal de Cartagena D. Pelayo Llanes.	[938, 1574, 1222, 1606]
paragraph: Mr. Hay acepta la cartera de Estado que dejará vacante Mr. Day en Washington.	[327, 135, 611, 167]
